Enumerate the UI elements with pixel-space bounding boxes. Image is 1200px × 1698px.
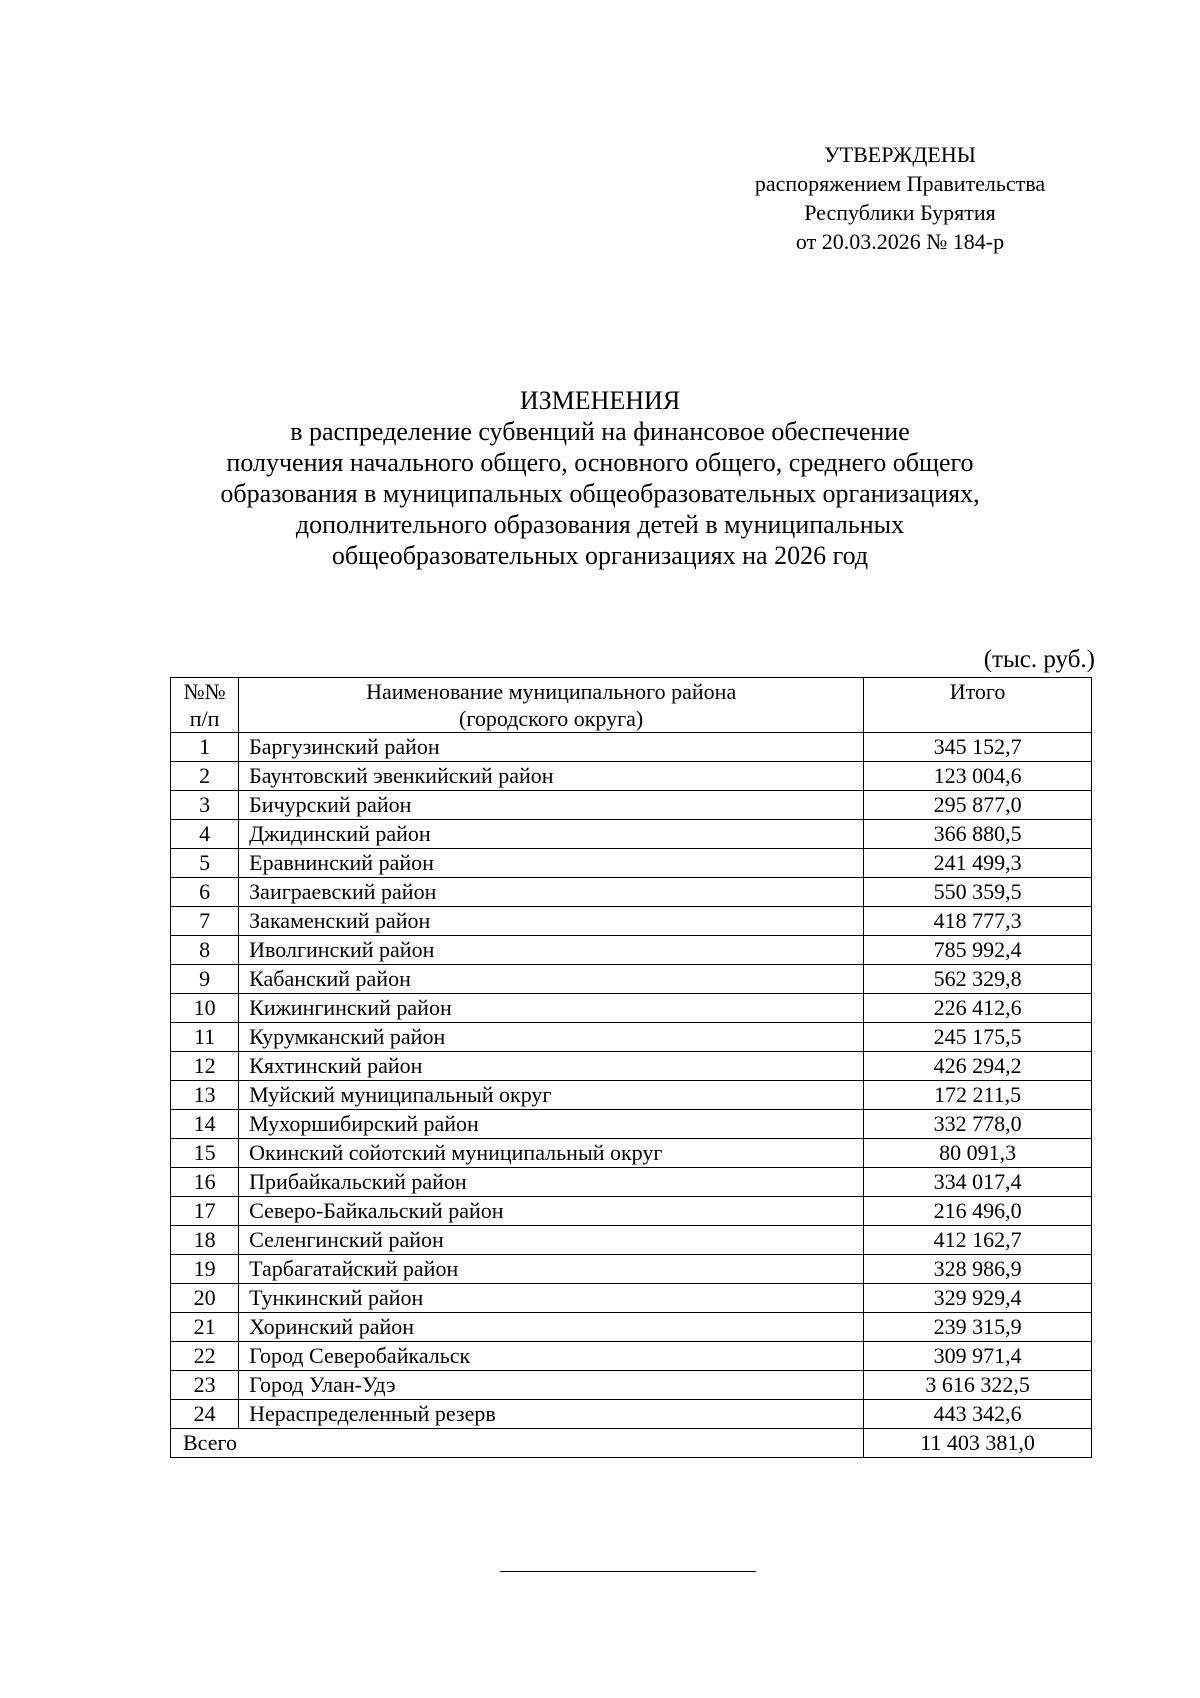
- row-district-name: Кяхтинский район: [239, 1052, 864, 1081]
- row-number: 20: [171, 1284, 239, 1313]
- row-district-name: Кижингинский район: [239, 994, 864, 1023]
- table-row: [171, 1284, 1092, 1313]
- header-name-line1: Наименование муниципального района: [366, 679, 737, 704]
- row-number: 21: [171, 1313, 239, 1342]
- row-total: 332 778,0: [864, 1110, 1092, 1139]
- row-number: 24: [171, 1400, 239, 1429]
- row-district-name: Мухоршибирский район: [239, 1110, 864, 1139]
- row-number: 13: [171, 1081, 239, 1110]
- document-title: [150, 385, 1050, 571]
- row-total: 412 162,7: [864, 1226, 1092, 1255]
- row-total: 785 992,4: [864, 936, 1092, 965]
- row-district-name: Курумканский район: [239, 1023, 864, 1052]
- total-value: 11 403 381,0: [864, 1429, 1092, 1458]
- row-total: 329 929,4: [864, 1284, 1092, 1313]
- row-number: 10: [171, 994, 239, 1023]
- table-row: [171, 1081, 1092, 1110]
- row-district-name: Нераспределенный резерв: [239, 1400, 864, 1429]
- table-row: [171, 820, 1092, 849]
- table-row: [171, 965, 1092, 994]
- row-total: 3 616 322,5: [864, 1371, 1092, 1400]
- row-district-name: Заиграевский район: [239, 878, 864, 907]
- table-row: [171, 1342, 1092, 1371]
- total-label: Всего: [171, 1429, 864, 1458]
- row-total: 239 315,9: [864, 1313, 1092, 1342]
- row-total: 328 986,9: [864, 1255, 1092, 1284]
- document-subtitle-line: в распределение субвенций на финансовое обеспечение: [290, 417, 910, 446]
- row-number: 4: [171, 820, 239, 849]
- row-number: 7: [171, 907, 239, 936]
- approval-authority: распоряжением Правительства: [754, 171, 1046, 196]
- row-district-name: Северо-Байкальский район: [239, 1197, 864, 1226]
- approval-stamp: [700, 140, 1100, 256]
- row-district-name: Закаменский район: [239, 907, 864, 936]
- table-row: [171, 1226, 1092, 1255]
- row-total: 123 004,6: [864, 762, 1092, 791]
- row-district-name: Иволгинский район: [239, 936, 864, 965]
- row-number: 16: [171, 1168, 239, 1197]
- approval-title: УТВЕРЖДЕНЫ: [824, 142, 976, 167]
- row-district-name: Селенгинский район: [239, 1226, 864, 1255]
- row-total: 245 175,5: [864, 1023, 1092, 1052]
- table-row: [171, 1371, 1092, 1400]
- row-district-name: Хоринский район: [239, 1313, 864, 1342]
- row-total: 418 777,3: [864, 907, 1092, 936]
- table-row: [171, 878, 1092, 907]
- row-number: 5: [171, 849, 239, 878]
- table-row: [171, 994, 1092, 1023]
- row-number: 1: [171, 733, 239, 762]
- row-number: 6: [171, 878, 239, 907]
- row-total: 366 880,5: [864, 820, 1092, 849]
- table-row: [171, 1255, 1092, 1284]
- row-district-name: Кабанский район: [239, 965, 864, 994]
- row-number: 9: [171, 965, 239, 994]
- document-subtitle-line: дополнительного образования детей в муниципальных: [295, 510, 905, 539]
- row-number: 8: [171, 936, 239, 965]
- row-district-name: Баргузинский район: [239, 733, 864, 762]
- row-number: 3: [171, 791, 239, 820]
- table-row: [171, 1139, 1092, 1168]
- row-number: 14: [171, 1110, 239, 1139]
- table-row: [171, 849, 1092, 878]
- row-number: 15: [171, 1139, 239, 1168]
- table-header-row: [171, 678, 1092, 733]
- row-district-name: Еравнинский район: [239, 849, 864, 878]
- row-district-name: Тарбагатайский район: [239, 1255, 864, 1284]
- row-number: 22: [171, 1342, 239, 1371]
- row-district-name: Прибайкальский район: [239, 1168, 864, 1197]
- row-total: 295 877,0: [864, 791, 1092, 820]
- document-subtitle-line: получения начального общего, основного общего, среднего общего: [226, 448, 974, 477]
- row-total: 550 359,5: [864, 878, 1092, 907]
- row-number: 17: [171, 1197, 239, 1226]
- row-district-name: Баунтовский эвенкийский район: [239, 762, 864, 791]
- header-total: Итого: [864, 678, 1092, 733]
- row-number: 2: [171, 762, 239, 791]
- table-row: [171, 936, 1092, 965]
- row-total: 443 342,6: [864, 1400, 1092, 1429]
- table-row: [171, 1023, 1092, 1052]
- table-row: [171, 1197, 1092, 1226]
- row-number: 23: [171, 1371, 239, 1400]
- row-number: 19: [171, 1255, 239, 1284]
- row-total: 334 017,4: [864, 1168, 1092, 1197]
- distribution-table: [170, 677, 1092, 1458]
- table-row: [171, 1110, 1092, 1139]
- table-row: [171, 1168, 1092, 1197]
- row-total: 172 211,5: [864, 1081, 1092, 1110]
- document-subtitle-line: общеобразовательных организациях на 2026 год: [331, 541, 869, 570]
- total-row: [171, 1429, 1092, 1458]
- row-district-name: Тункинский район: [239, 1284, 864, 1313]
- header-number-line2: п/п: [189, 706, 220, 731]
- row-total: 241 499,3: [864, 849, 1092, 878]
- table-row: [171, 733, 1092, 762]
- units-label: (тыс. руб.): [983, 646, 1095, 673]
- header-name: [239, 678, 864, 733]
- row-district-name: Муйский муниципальный округ: [239, 1081, 864, 1110]
- row-number: 12: [171, 1052, 239, 1081]
- row-district-name: Город Северобайкальск: [239, 1342, 864, 1371]
- document-subtitle-line: образования в муниципальных общеобразовательных организациях,: [220, 479, 980, 508]
- row-total: 80 091,3: [864, 1139, 1092, 1168]
- row-district-name: Бичурский район: [239, 791, 864, 820]
- row-total: 226 412,6: [864, 994, 1092, 1023]
- row-number: 18: [171, 1226, 239, 1255]
- approval-region: Республики Бурятия: [804, 200, 996, 225]
- header-number: [171, 678, 239, 733]
- row-district-name: Город Улан-Удэ: [239, 1371, 864, 1400]
- row-district-name: Окинский сойотский муниципальный округ: [239, 1139, 864, 1168]
- table-row: [171, 1052, 1092, 1081]
- approval-date-number: от 20.03.2026 № 184-р: [795, 229, 1005, 254]
- table-row: [171, 907, 1092, 936]
- row-district-name: Джидинский район: [239, 820, 864, 849]
- table-body: [171, 733, 1092, 1429]
- document-heading: ИЗМЕНЕНИЯ: [519, 386, 681, 415]
- table-row: [171, 791, 1092, 820]
- table-row: [171, 1400, 1092, 1429]
- row-total: 216 496,0: [864, 1197, 1092, 1226]
- footer-divider: [500, 1571, 756, 1572]
- row-total: 345 152,7: [864, 733, 1092, 762]
- table-row: [171, 762, 1092, 791]
- row-total: 309 971,4: [864, 1342, 1092, 1371]
- row-total: 426 294,2: [864, 1052, 1092, 1081]
- row-total: 562 329,8: [864, 965, 1092, 994]
- row-number: 11: [171, 1023, 239, 1052]
- table-row: [171, 1313, 1092, 1342]
- header-name-line2: (городского округа): [459, 706, 644, 731]
- header-number-line1: №№: [183, 679, 226, 704]
